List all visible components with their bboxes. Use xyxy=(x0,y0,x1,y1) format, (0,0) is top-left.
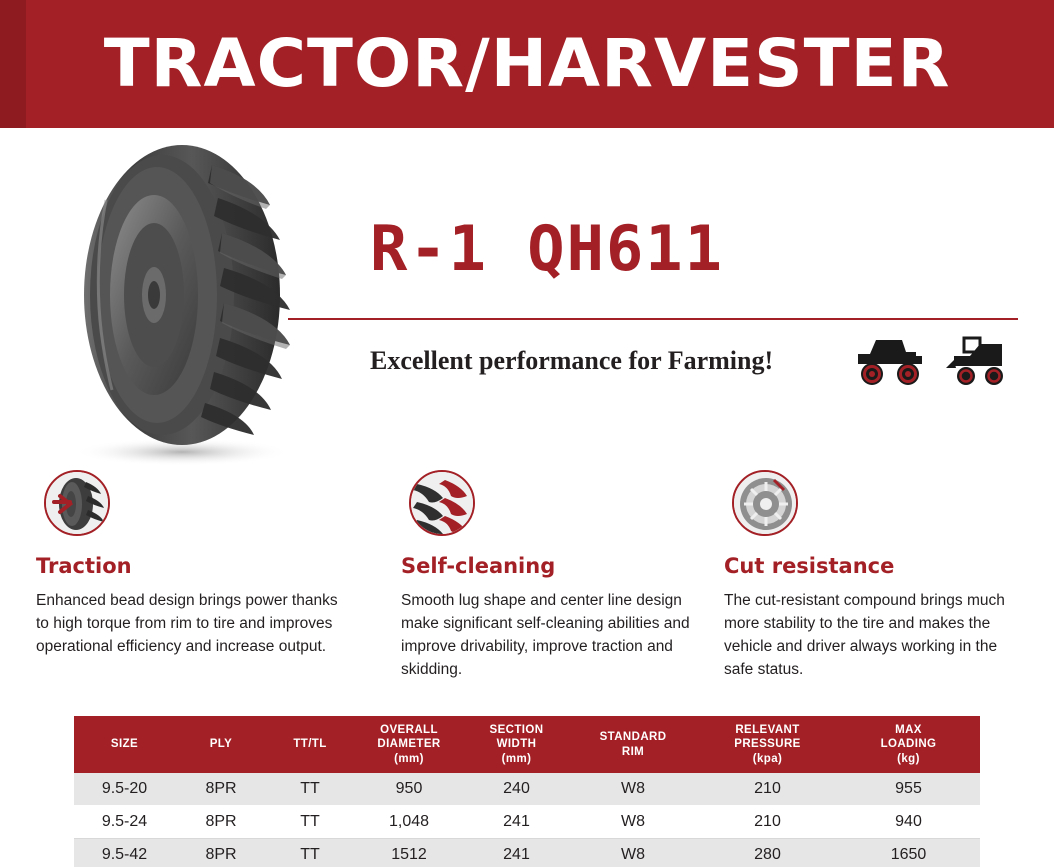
table-row xyxy=(74,839,980,867)
cell-tt-tl: TT xyxy=(267,806,353,839)
table-row xyxy=(74,773,980,806)
cell-standard-rim: W8 xyxy=(568,773,698,806)
header-line: TT/TL xyxy=(293,738,327,751)
column-header-ply xyxy=(175,716,267,773)
cell-relevant-pressure: 210 xyxy=(698,806,837,839)
tire-image xyxy=(62,140,312,470)
cut-resistance-wheel-icon xyxy=(732,470,798,536)
specification-table xyxy=(74,716,980,867)
cell-standard-rim: W8 xyxy=(568,806,698,839)
cell-ply: 8PR xyxy=(175,839,267,867)
feature-self-cleaning xyxy=(401,470,721,682)
header-line: (kg) xyxy=(897,752,920,765)
tire-traction-icon xyxy=(44,470,110,536)
header-line: PLY xyxy=(209,738,233,751)
cell-section-width: 241 xyxy=(465,839,568,867)
cell-size: 9.5-20 xyxy=(74,773,175,806)
cell-section-width: 241 xyxy=(465,806,568,839)
table-header-row xyxy=(74,716,980,773)
header-accent-stripe xyxy=(0,0,26,128)
column-header-tt-tl xyxy=(267,716,353,773)
page-title: TRACTOR/HARVESTER xyxy=(103,25,951,102)
header-line: RIM xyxy=(621,745,645,758)
feature-body: The cut-resistant compound brings much more stability to the tire and makes the vehicle and driver always working in the safe status. xyxy=(724,592,1005,678)
cell-section-width: 240 xyxy=(465,773,568,806)
header-line: (kpa) xyxy=(752,752,783,765)
column-header-relevant-pressure xyxy=(698,716,837,773)
cell-ply: 8PR xyxy=(175,773,267,806)
hero-section xyxy=(0,128,1054,468)
header-line: RELEVANT xyxy=(735,724,800,736)
header-line: WIDTH xyxy=(496,738,537,751)
vehicle-icon-group xyxy=(858,330,1026,388)
feature-title: Traction xyxy=(36,554,132,578)
cell-size: 9.5-24 xyxy=(74,806,175,839)
feature-traction xyxy=(36,470,356,659)
cell-relevant-pressure: 280 xyxy=(698,839,837,867)
header-line: STANDARD xyxy=(599,731,667,744)
column-header-overall-diameter xyxy=(353,716,465,773)
feature-body: Enhanced bead design brings power thanks to high torque from rim to tire and improves operational efficiency and increase output. xyxy=(36,592,338,655)
page-header xyxy=(0,0,1054,128)
header-line: PRESSURE xyxy=(734,738,801,751)
header-line: OVERALL xyxy=(380,724,438,736)
cell-overall-diameter: 1,048 xyxy=(353,806,465,839)
header-line: LOADING xyxy=(880,738,937,751)
header-line: MAX xyxy=(895,724,922,736)
product-model-name: R-1 QH611 xyxy=(370,212,724,285)
cell-max-loading: 940 xyxy=(837,806,980,839)
header-line: DIAMETER xyxy=(377,738,441,751)
tractor-icon xyxy=(858,340,922,385)
feature-body: Smooth lug shape and center line design make significant self-cleaning abilities and improve drivability, improve traction and skidding. xyxy=(401,592,690,678)
column-header-section-width xyxy=(465,716,568,773)
feature-title: Cut resistance xyxy=(724,554,895,578)
cell-size: 9.5-42 xyxy=(74,839,175,867)
feature-cut-resistance xyxy=(724,470,1044,682)
column-header-size xyxy=(74,716,175,773)
cell-relevant-pressure: 210 xyxy=(698,773,837,806)
cell-overall-diameter: 1512 xyxy=(353,839,465,867)
feature-title: Self-cleaning xyxy=(401,554,556,578)
header-line: (mm) xyxy=(394,752,424,765)
header-line: SECTION xyxy=(489,724,544,736)
cell-tt-tl: TT xyxy=(267,839,353,867)
feature-list xyxy=(0,470,1054,710)
column-header-standard-rim xyxy=(568,716,698,773)
header-line: SIZE xyxy=(110,738,139,751)
cell-max-loading: 955 xyxy=(837,773,980,806)
self-cleaning-lug-icon xyxy=(409,470,475,536)
product-tagline: Excellent performance for Farming! xyxy=(370,346,774,375)
harvester-icon xyxy=(946,338,1003,385)
header-line: (mm) xyxy=(501,752,532,765)
cell-tt-tl: TT xyxy=(267,773,353,806)
column-header-max-loading xyxy=(837,716,980,773)
cell-overall-diameter: 950 xyxy=(353,773,465,806)
cell-ply: 8PR xyxy=(175,806,267,839)
hero-divider xyxy=(288,318,1018,320)
table-row xyxy=(74,806,980,839)
cell-standard-rim: W8 xyxy=(568,839,698,867)
cell-max-loading: 1650 xyxy=(837,839,980,867)
tractor-tire-illustration xyxy=(62,140,312,470)
